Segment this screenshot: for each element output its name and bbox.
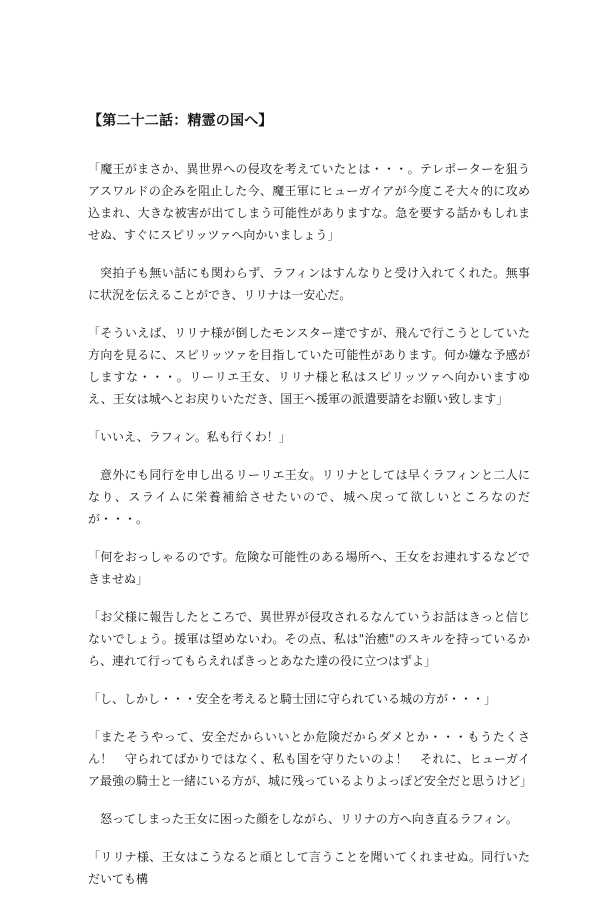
- paragraph-1: 「魔王がまさか、異世界への侵攻を考えていたとは・・・。テレポーターを狙うアスワルドの企みを阻止した今、魔王軍にヒューガイアが今度こそ大々的に攻め込まれ、大きな被害が出てしまう可能性がありますな。急を要する話かもしれませぬ、すぐにスピリッツァへ向かいましょう」: [88, 162, 530, 242]
- chapter-title: 【第二十二話：精霊の国へ】: [88, 113, 273, 129]
- paragraph-2: 突拍子も無い話にも関わらず、ラフィンはすんなりと受け入れてくれた。無事に状況を伝えることができ、リリナは一安心だ。: [88, 266, 530, 302]
- paragraph-10: 怒ってしまった王女に困った顔をしながら、リリナの方へ向き直るラフィン。: [100, 812, 518, 826]
- paragraph-6: 「何をおっしゃるのです。危険な可能性のある場所へ、王女をお連れするなどできませぬ」: [88, 550, 530, 586]
- paragraph-9: 「またそうやって、安全だからいいとか危険だからダメとか・・・もうたくさん！ 守られてばかりではなく、私も国を守りたいのよ！ それに、ヒューガイア最強の騎士と一緒にいる方が、城に残っているよりよっぽど安全だと思うけど」: [88, 730, 533, 788]
- paragraph-4: 「いいえ、ラフィン。私も行くわ！」: [88, 430, 291, 444]
- document-body: [88, 112, 533, 906]
- paragraph-3: 「そういえば、リリナ様が倒したモンスター達ですが、飛んで行こうとしていた方向を見るに、スピリッツァを目指していた可能性があります。何か嫌な予感がしますな・・・。リーリエ王女、リリナ様と私はスピリッツァへ向かいますゆえ、王女は城へとお戻りいただき、国王へ援軍の派遣要請をお願い致します」: [88, 326, 530, 406]
- paragraph-11: 「リリナ様、王女はこうなると頑として言うことを聞いてくれませぬ。同行いただいても構: [88, 850, 530, 886]
- paragraph-8: 「し、しかし・・・安全を考えると騎士団に守られている城の方が・・・」: [88, 692, 497, 706]
- paragraph-5: 意外にも同行を申し出るリーリエ王女。リリナとしては早くラフィンと二人になり、スライムに栄養補給させたいので、城へ戻って欲しいところなのだが・・・。: [88, 468, 530, 526]
- paragraph-7: 「お父様に報告したところで、異世界が侵攻されるなんていうお話はきっと信じないでしょう。援軍は望めないわ。その点、私は"治癒"のスキルを持っているから、連れて行ってもらえればきっとあなた達の役に立つはずよ」: [88, 610, 530, 668]
